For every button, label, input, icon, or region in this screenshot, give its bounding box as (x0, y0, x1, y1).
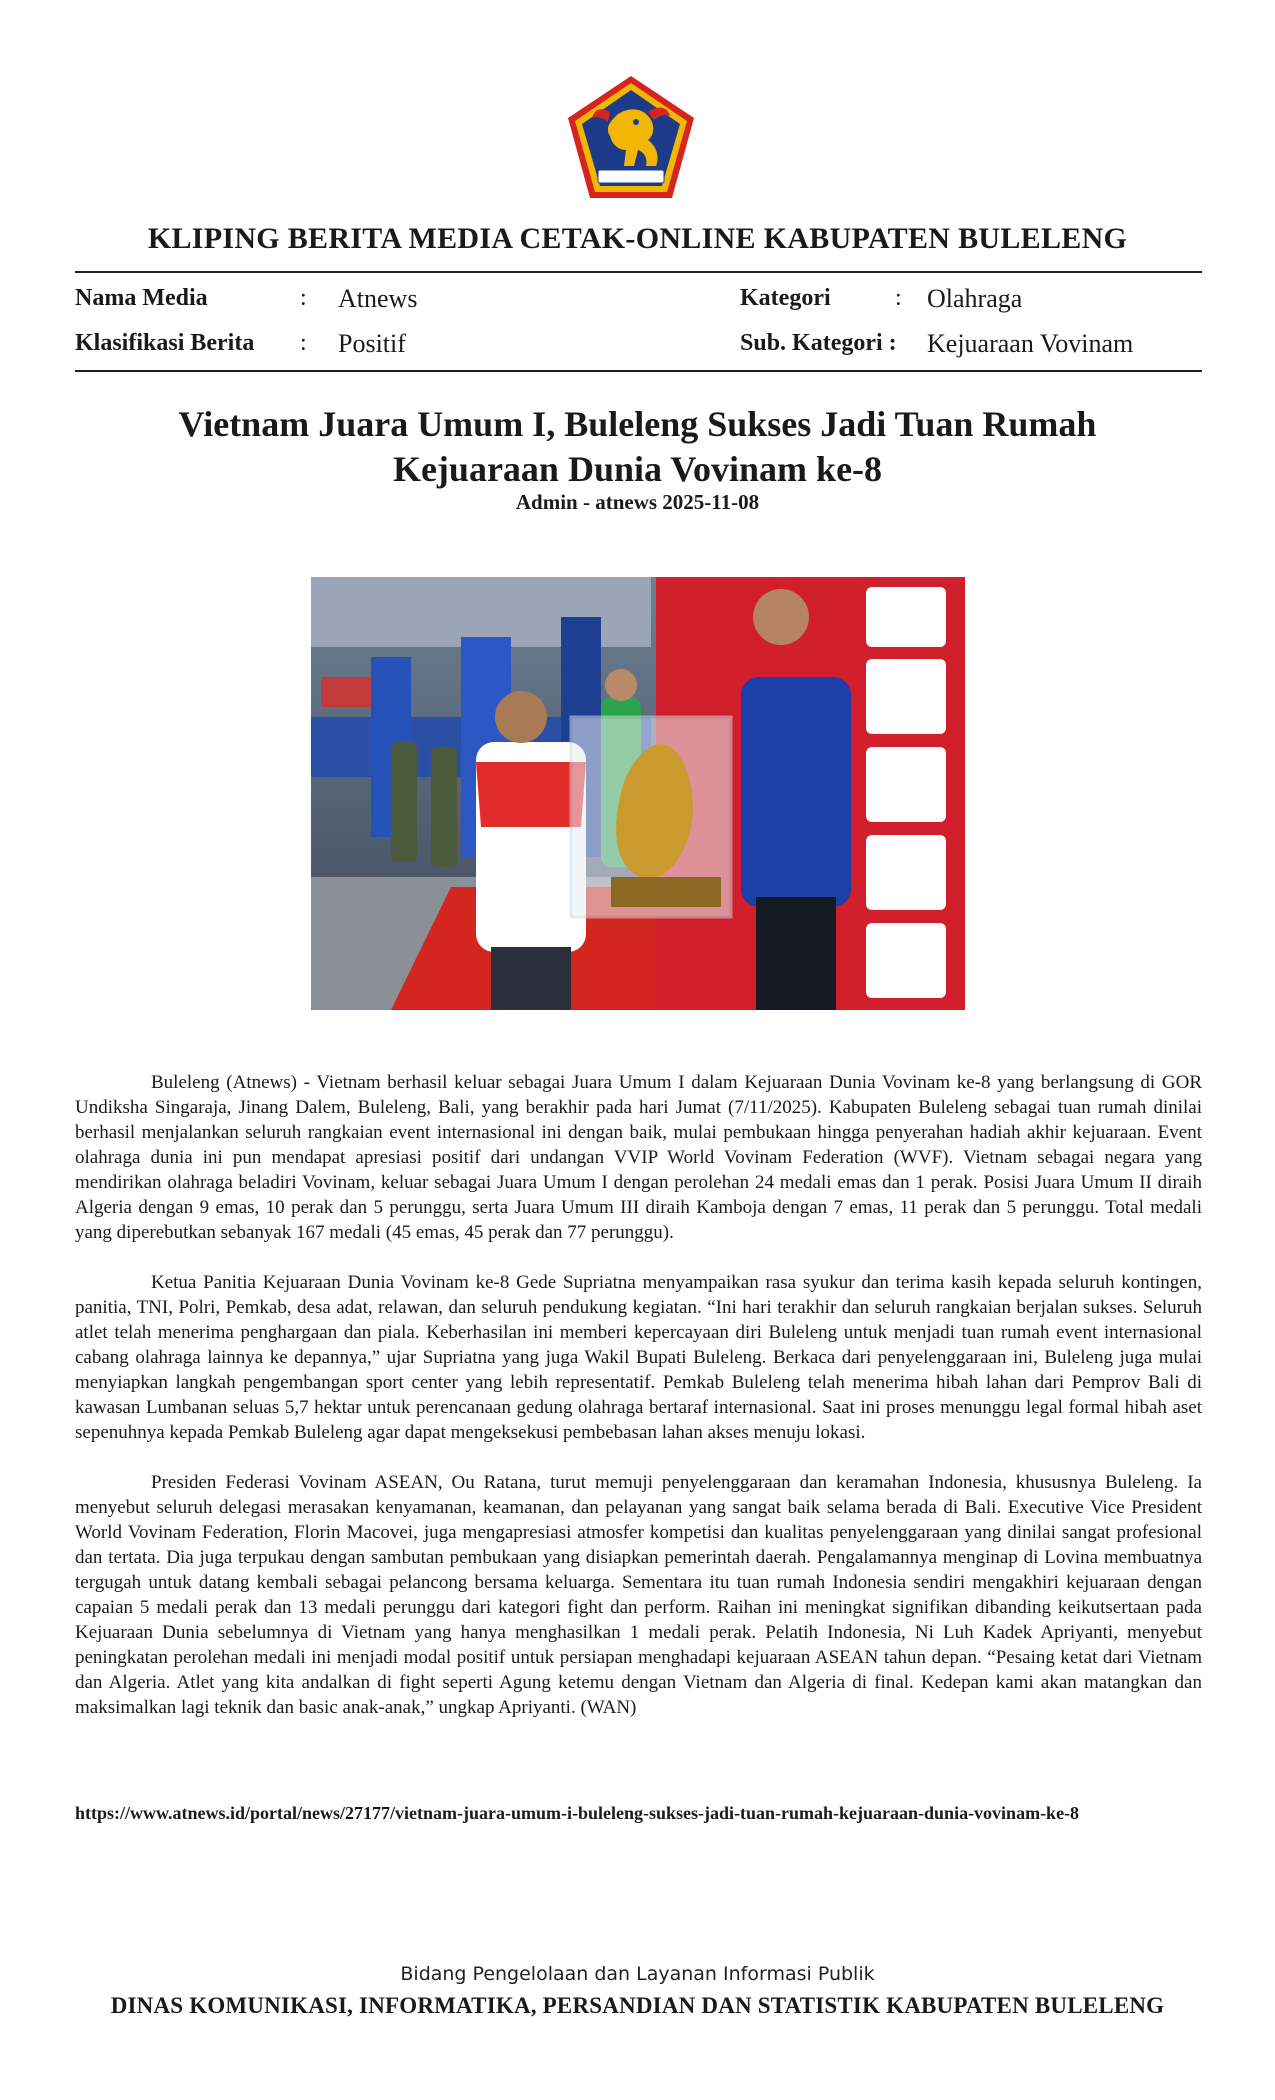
nama-media-colon: : (300, 285, 307, 311)
sub-kategori-label: Sub. Kategori : (740, 330, 897, 356)
article-paragraph-3: Presiden Federasi Vovinam ASEAN, Ou Ratana, turut memuji penyelenggaraan dan keramahan Indonesia, khususnya Buleleng. Ia menyebut seluruh delegasi merasakan kenyamanan, keamanan, dan pelayanan yang sangat baik selama berada di Bali. Executive Vice President World Vovinam Federation, Florin Macovei, juga mengapresiasi atmosfer kompetisi dan kualitas penyelenggaraan yang dinilai sangat profesional dan tertata. Dia juga terpukau dengan sambutan pembukaan yang disiapkan pemerintah daerah. Pengalamannya menginap di Lovina membuatnya tergugah untuk datang kembali sebagai pelancong bersama keluarga. Sementara itu tuan rumah Indonesia sendiri mengakhiri kejuaraan dengan capaian 5 medali perak dan 13 medali perunggu dari kategori fight dan perform. Raihan ini meningkat signifikan dibanding keikutsertaan pada Kejuaraan Dunia sebelumnya di Vietnam yang hanya menghasilkan 1 medali perak. Pelatih Indonesia, Ni Luh Kadek Apriyanti, menyebut peningkatan perolehan medali ini menjadi modal positif untuk persiapan menghadapi kejuaraan ASEAN tahun depan. “Pesaing ketat dari Vietnam dan Algeria. Atlet yang kita andalkan di fight seperti Agung ketemu dengan Vietnam dan Algeria di final. Kedepan kami akan matangkan dan maksimalkan lagi teknik dan basic anak-anak,” ungkap Apriyanti. (WAN) (75, 1472, 1202, 1718)
source-url-link[interactable]: https://www.atnews.id/portal/news/27177/vietnam-juara-umum-i-buleleng-sukses-jadi-tuan-rumah-kejuaraan-dunia-vovinam-ke-8 (75, 1803, 1080, 1823)
klasifikasi-label: Klasifikasi Berita (75, 330, 255, 356)
kategori-label: Kategori (740, 285, 831, 311)
article-paragraph-2: Ketua Panitia Kejuaraan Dunia Vovinam ke-8 Gede Supriatna menyampaikan rasa syukur dan terima kasih kepada seluruh kontingen, panitia, TNI, Polri, Pemkab, desa adat, relawan, dan seluruh pendukung kegiatan. “Ini hari terakhir dan seluruh rangkaian berjalan sukses. Seluruh atlet telah menerima penghargaan dan piala. Keberhasilan ini memberi kepercayaan diri Buleleng untuk menjadi tuan rumah event internasional cabang olahraga lainnya ke depannya,” ujar Supriatna yang juga Wakil Bupati Buleleng. Berkaca dari penyelenggaraan ini, Buleleng juga mulai menyiapkan langkah pengembangan sport center yang lebih representatif. Pemkab Buleleng telah menerima hibah lahan dari Pemprov Bali di kawasan Lumbanan seluas 5,7 hektar untuk perencanaan gedung olahraga bertaraf internasional. Saat ini proses menunggu legal formal hibah aset sepenuhnya kepada Pemkab Buleleng agar dapat mengeksekusi pembebasan lahan akses menuju lokasi. (75, 1272, 1202, 1443)
bottom-divider (75, 370, 1202, 372)
article-byline: Admin - atnews 2025-11-08 (515, 490, 760, 514)
singa-ambara-raja-emblem-icon (564, 74, 698, 202)
clipping-title: KLIPING BERITA MEDIA CETAK-ONLINE KABUPATEN BULELENG (147, 222, 1128, 255)
footer-agency: DINAS KOMUNIKASI, INFORMATIKA, PERSANDIAN DAN STATISTIK KABUPATEN BULELENG (110, 1993, 1165, 2018)
article-body (75, 1070, 1202, 1745)
kategori-colon: : (895, 285, 902, 311)
article-photo (311, 577, 965, 1010)
nama-media-label: Nama Media (75, 285, 208, 311)
klasifikasi-colon: : (300, 330, 307, 356)
article-title-line-1: Vietnam Juara Umum I, Buleleng Sukses Jadi Tuan Rumah (178, 404, 1097, 444)
kategori-value: Olahraga (927, 284, 1023, 313)
article-paragraph-1: Buleleng (Atnews) - Vietnam berhasil keluar sebagai Juara Umum I dalam Kejuaraan Dunia Vovinam ke-8 yang berlangsung di GOR Undiksha Singaraja, Jinang Dalem, Buleleng, Bali, yang berakhir pada hari Jumat (7/11/2025). Kabupaten Buleleng sebagai tuan rumah dinilai berhasil menjalankan seluruh rangkaian event internasional ini dengan baik, mulai pembukaan hingga penyerahan hadiah akhir kejuaraan. Event olahraga dunia ini pun mendapat apresiasi positif dari undangan VVIP World Vovinam Federation (WVF). Vietnam sebagai negara yang mendirikan olahraga beladiri Vovinam, keluar sebagai Juara Umum I dengan perolehan 24 medali emas dan 1 perak. Posisi Juara Umum II diraih Algeria dengan 9 emas, 10 perak dan 5 perunggu, serta Juara Umum III diraih Kamboja dengan 7 emas, 11 perak dan 5 perunggu. Total medali yang diperebutkan sebanyak 167 medali (45 emas, 45 perak dan 77 perunggu). (75, 1072, 1202, 1243)
article-title (120, 402, 1155, 492)
nama-media-value: Atnews (338, 284, 418, 313)
sub-kategori-value: Kejuaraan Vovinam (927, 329, 1134, 358)
trophy-handover-photo-icon (311, 577, 965, 1010)
klasifikasi-value: Positif (338, 329, 406, 358)
footer-division: Bidang Pengelolaan dan Layanan Informasi Publik (400, 1963, 875, 1985)
top-divider (75, 271, 1202, 273)
article-title-line-2: Kejuaraan Dunia Vovinam ke-8 (392, 449, 883, 489)
regency-logo (564, 74, 698, 202)
